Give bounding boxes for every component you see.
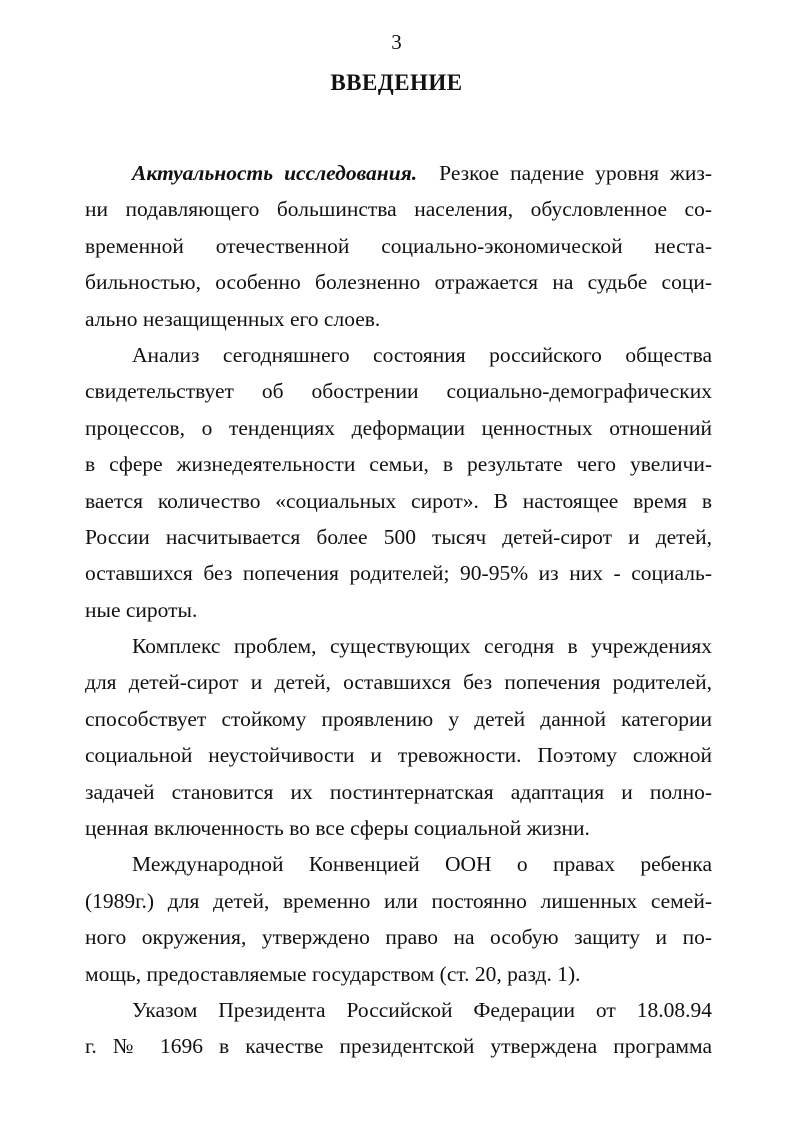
paragraph-line: ного окружения, утверждено право на особую защиту и по- (85, 925, 712, 950)
paragraph-line: России насчитывается более 500 тысяч детей-сирот и детей, (85, 524, 712, 549)
paragraph-line: ценная включенность во все сферы социальной жизни. (85, 816, 590, 841)
paragraph-lead: Актуальность исследования. (132, 161, 418, 185)
paragraph-line: оставшихся без попечения родителей; 90-95% из них - социаль- (85, 561, 712, 586)
paragraph-line: в сфере жизнедеятельности семьи, в результате чего увеличи- (85, 452, 712, 477)
paragraph-line: свидетельствует об обострении социально-демографических (85, 379, 712, 404)
paragraph-line: г. № 1696 в качестве президентской утверждена программа (85, 1034, 712, 1059)
paragraph-line: Актуальность исследования. Резкое падение уровня жиз- (132, 161, 712, 185)
paragraph-line: для детей-сирот и детей, оставшихся без попечения родителей, (85, 670, 712, 695)
paragraph-line: социальной неустойчивости и тревожности. Поэтому сложной (85, 743, 712, 768)
paragraph-relevance (85, 155, 712, 337)
paragraph-line: мощь, предоставляемые государством (ст. 20, разд. 1). (85, 961, 581, 986)
paragraph-line: вается количество «социальных сирот». В настоящее время в (85, 488, 712, 513)
page-number: 3 (391, 30, 402, 54)
paragraph-analysis (85, 337, 712, 628)
paragraph-decree (85, 992, 712, 1065)
paragraph-convention (85, 846, 712, 992)
document-body (85, 155, 712, 1065)
paragraph-line: Комплекс проблем, существующих сегодня в учреждениях (132, 634, 712, 659)
paragraph-line: задачей становится их постинтернатская адаптация и полно- (85, 779, 712, 804)
paragraph-line: Международной Конвенцией ООН о правах ребенка (132, 852, 712, 877)
paragraph-line: (1989г.) для детей, временно или постоянно лишенных семей- (85, 888, 712, 913)
paragraph-line: ально незащищенных его слоев. (85, 306, 381, 331)
paragraph-problems (85, 628, 712, 846)
paragraph-line: временной отечественной социально-экономической неста- (85, 233, 712, 258)
paragraph-line: ные сироты. (85, 597, 198, 622)
paragraph-line: Анализ сегодняшнего состояния российского общества (132, 342, 712, 367)
paragraph-line: способствует стойкому проявлению у детей данной категории (85, 706, 712, 731)
paragraph-line: Указом Президента Российской Федерации от 18.08.94 (132, 997, 712, 1022)
paragraph-line: ни подавляющего большинства населения, обусловленное со- (85, 197, 712, 222)
paragraph-line: бильностью, особенно болезненно отражается на судьбе соци- (85, 270, 712, 295)
page-title: ВВЕДЕНИЕ (330, 70, 463, 95)
paragraph-line: процессов, о тенденциях деформации ценностных отношений (85, 415, 712, 440)
